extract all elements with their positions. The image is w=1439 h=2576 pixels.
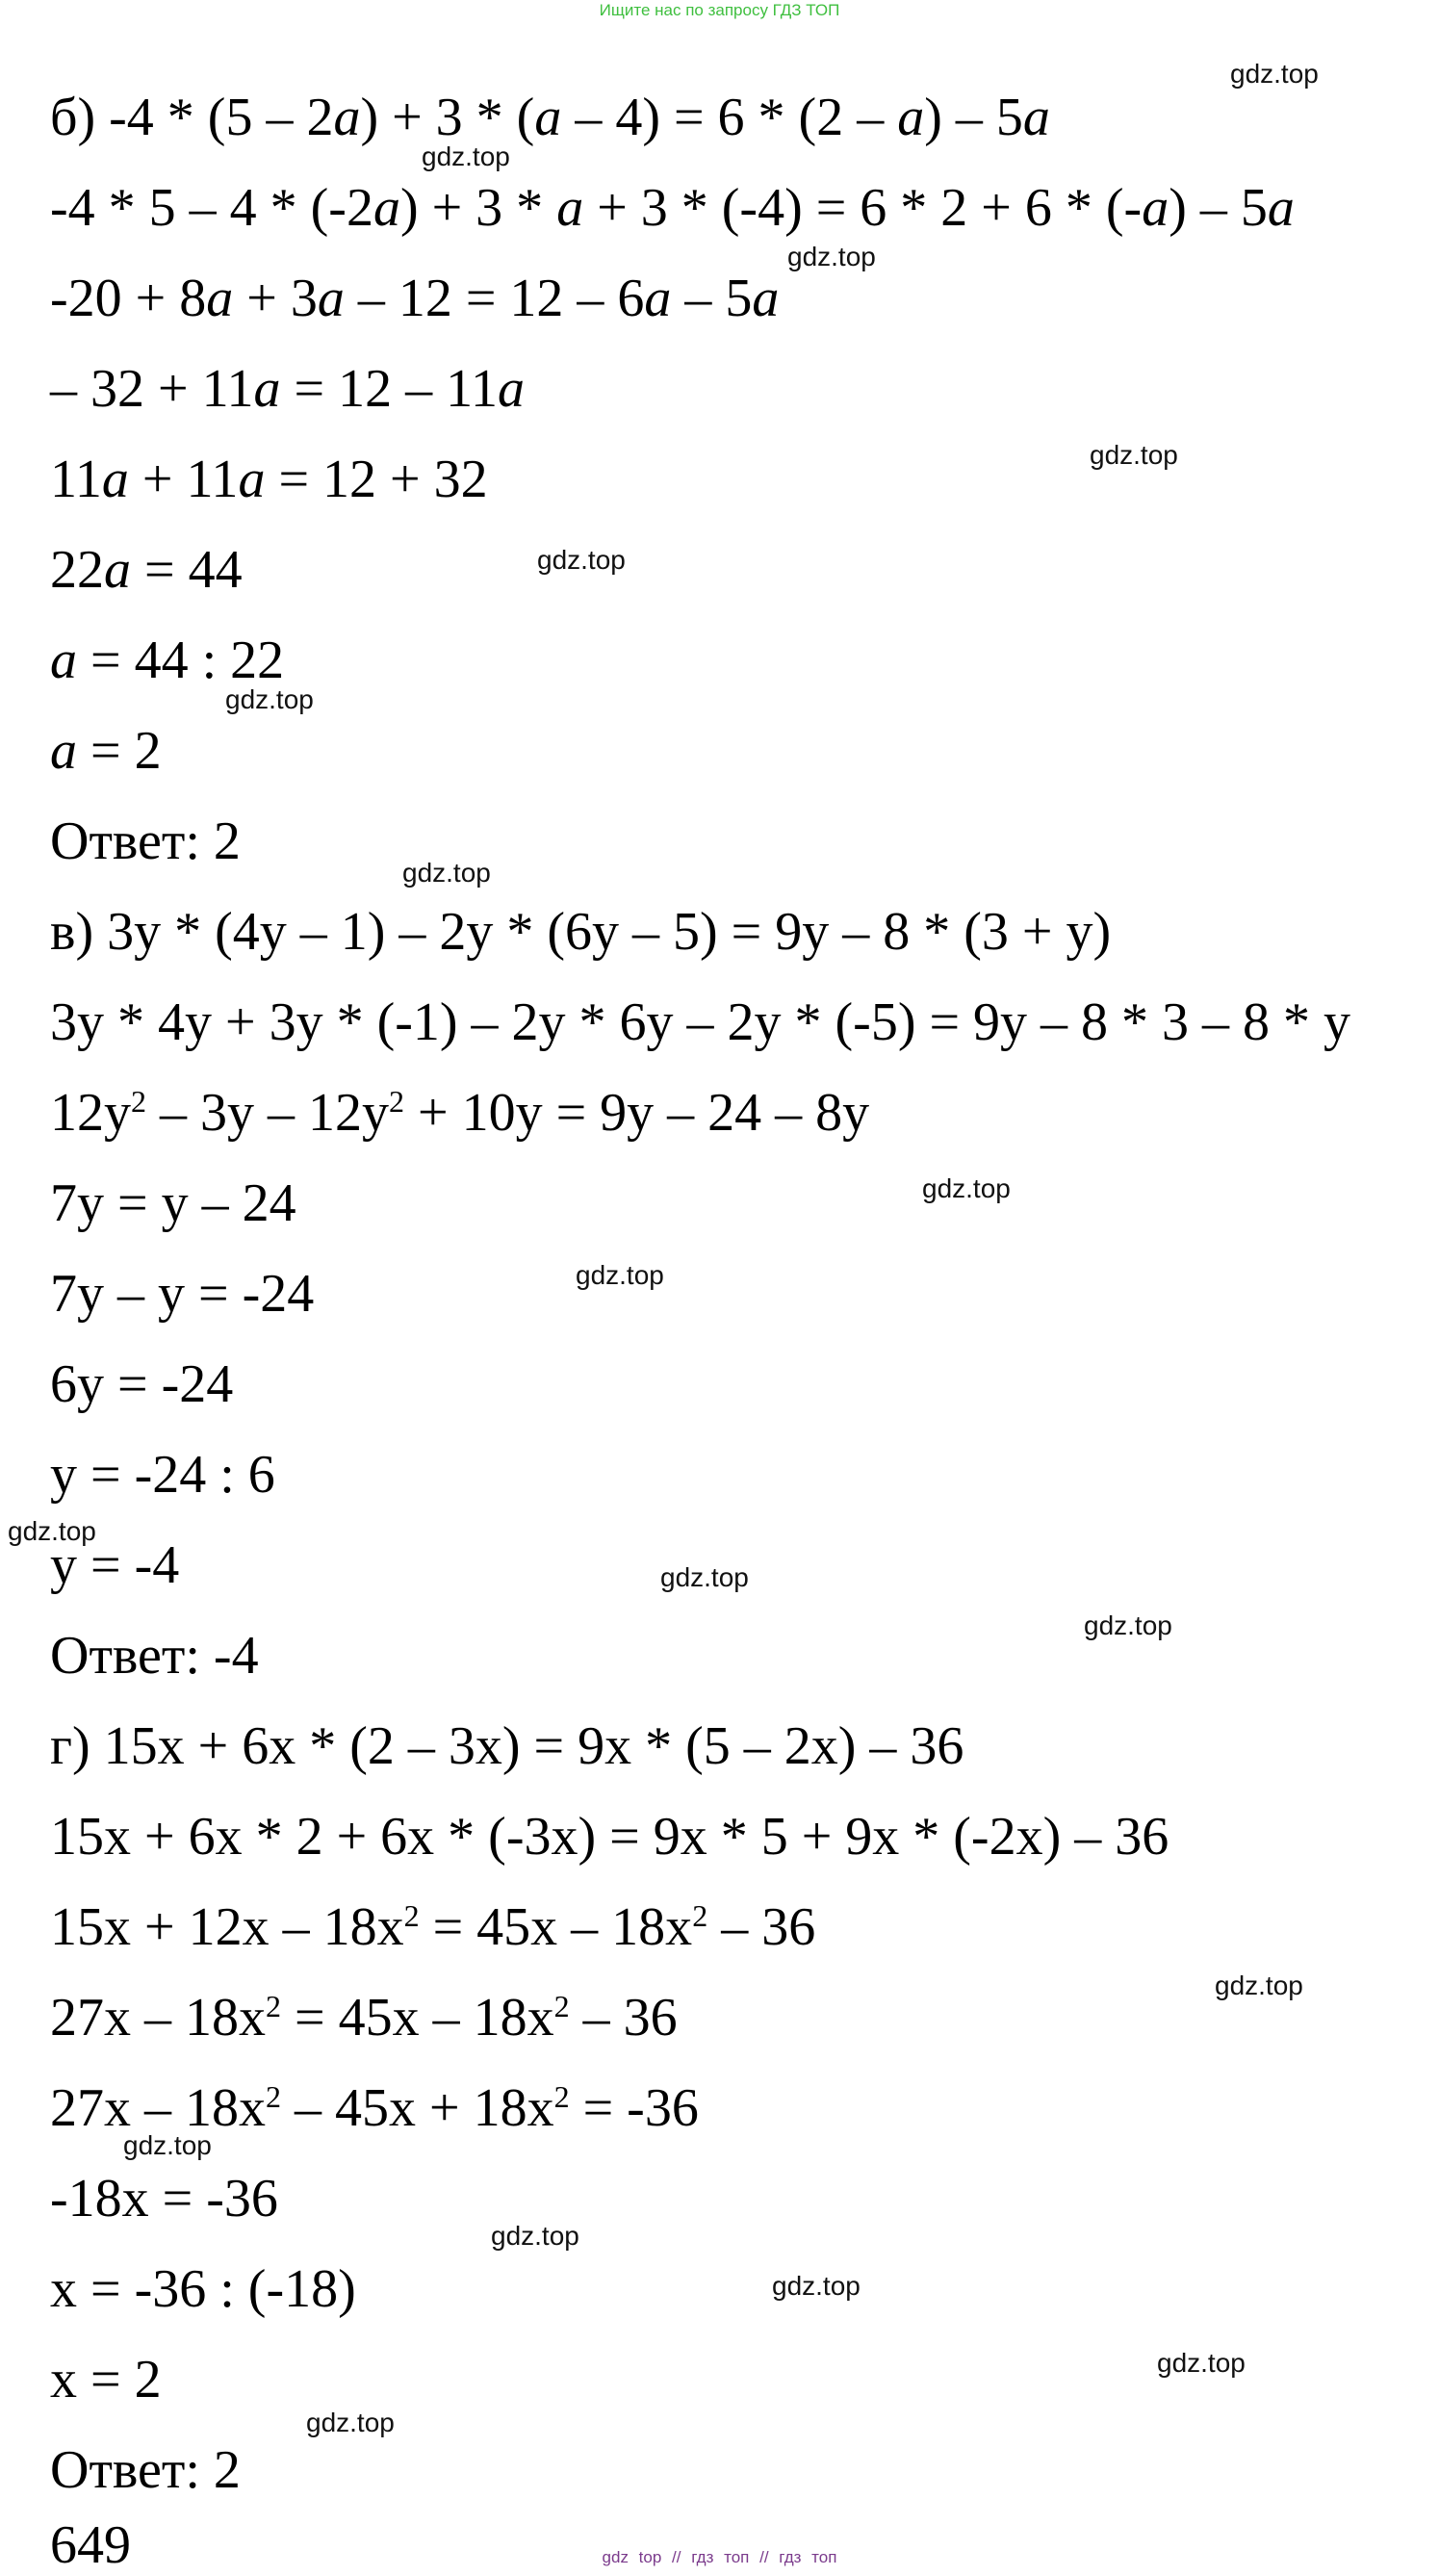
equation-line-v2: $12y^2 - 3y - 12y^2 + 10y = 9y - 24 - 8y$: [50, 1083, 870, 1143]
equation-line-b0: б) -4 * (5 – 2a) + 3 * (a – 4) = 6 * (2 – a) – 5a: [50, 88, 1050, 147]
equation-line-v4: 7y – y = -24: [50, 1264, 315, 1324]
equation-line-g0: г) 15x + 6x * (2 – 3x) = 9x * (5 – 2x) – 36: [50, 1716, 964, 1776]
equation-line-g8: Ответ: 2: [50, 2440, 241, 2500]
watermark-text: gdz.top: [1090, 440, 1178, 470]
equation-line-v1: 3y * 4y + 3y * (-1) – 2y * 6y – 2y * (-5) = 9y – 8 * 3 – 8 * y: [50, 992, 1351, 1052]
watermark-text: gdz.top: [660, 1562, 749, 1592]
equation-line-g4: $27x - 18x^2 - 45x + 18x^2 = -36$: [50, 2078, 699, 2138]
watermark-text: gdz.top: [402, 858, 491, 888]
equation-line-v3: 7y = y – 24: [50, 1173, 296, 1233]
equation-line-b6: a = 44 : 22: [50, 631, 285, 690]
footer-link-gdz-top[interactable]: gdz top: [602, 2548, 662, 2566]
footer-link-gdz-top-ru-2[interactable]: гдз топ: [779, 2548, 837, 2566]
watermark-text: gdz.top: [225, 684, 314, 714]
watermark-text: gdz.top: [1230, 59, 1319, 89]
equation-line-g6: x = -36 : (-18): [50, 2259, 356, 2319]
equation-line-b2: -20 + 8a + 3a – 12 = 12 – 6a – 5a: [50, 269, 780, 328]
top-banner[interactable]: Ищите нас по запросу ГДЗ ТОП: [599, 1, 840, 19]
equation-line-v0: в) 3y * (4y – 1) – 2y * (6y – 5) = 9y – 8 * (3 + y): [50, 902, 1112, 962]
watermark-text: gdz.top: [1215, 1971, 1303, 2000]
watermark-text: gdz.top: [306, 2408, 395, 2437]
equation-line-b4: 11a + 11a = 12 + 32: [50, 450, 488, 509]
watermark-text: gdz.top: [576, 1260, 664, 1290]
equation-line-g5: -18x = -36: [50, 2169, 278, 2228]
watermark-text: gdz.top: [787, 242, 876, 271]
equation-line-v7: y = -4: [50, 1535, 180, 1595]
next-problem-number: 649: [50, 2515, 131, 2575]
watermark-text: gdz.top: [1084, 1610, 1172, 1640]
watermark-text: gdz.top: [422, 142, 510, 171]
equation-line-b5: 22a = 44: [50, 540, 243, 600]
watermark-text: gdz.top: [1157, 2348, 1246, 2378]
footer-separator: //: [759, 2548, 769, 2566]
watermark-text: gdz.top: [537, 545, 626, 575]
equation-line-b1: -4 * 5 – 4 * (-2a) + 3 * a + 3 * (-4) = 6 * 2 + 6 * (-a) – 5a: [50, 178, 1295, 238]
watermark-text: gdz.top: [491, 2221, 579, 2251]
equation-line-v8: Ответ: -4: [50, 1626, 259, 1686]
equation-line-g7: x = 2: [50, 2350, 162, 2409]
watermark-text: gdz.top: [123, 2130, 212, 2160]
equation-line-v5: 6y = -24: [50, 1354, 234, 1414]
footer-link-gdz-top-ru[interactable]: гдз топ: [691, 2548, 750, 2566]
equation-line-g1: 15x + 6x * 2 + 6x * (-3x) = 9x * 5 + 9x * (-2x) – 36: [50, 1807, 1169, 1867]
watermark-text: gdz.top: [922, 1173, 1011, 1203]
equation-line-b8: Ответ: 2: [50, 811, 241, 871]
footer-separator: //: [672, 2548, 681, 2566]
footer-links: [0, 2547, 1439, 2568]
equation-line-b3: – 32 + 11a = 12 – 11a: [50, 359, 526, 419]
equation-line-g2: $15x + 12x - 18x^2 = 45x - 18x^2 - 36$: [50, 1897, 816, 1957]
watermark-text: gdz.top: [8, 1516, 96, 1546]
watermark-text: gdz.top: [772, 2271, 861, 2301]
equation-line-g3: $27x - 18x^2 = 45x - 18x^2 - 36$: [50, 1988, 678, 2048]
equation-line-v6: y = -24 : 6: [50, 1445, 275, 1505]
equation-line-b7: a = 2: [50, 721, 162, 781]
